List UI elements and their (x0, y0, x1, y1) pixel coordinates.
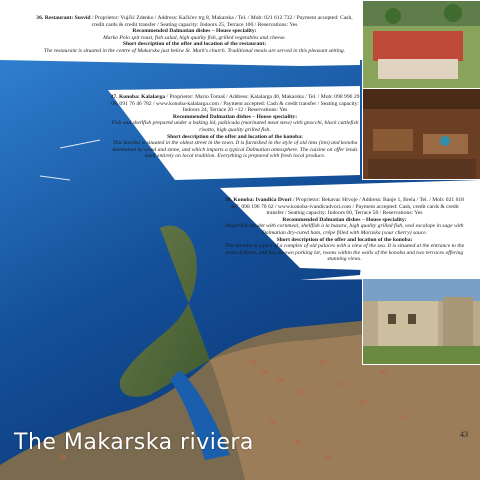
entry-details: / Proprietor: Vujčić Zdenko / Address: Kačićev trg 8, Makarska / Tel. / Mob: 021 612 732 / Payment accepted: Cash, credit cards & credit transfer / Seating capacity: Indoors 25, Terrace 100 / Reservations: Yes (90, 15, 353, 28)
specialty-text: Fish and shellfish prepared under a baking lid, pašticada (marinated meat stew) with gnocchi, black cuttlefish risotto, high quality grilled fish. (111, 120, 359, 133)
restaurant-entry-37 (110, 94, 360, 160)
specialty-text: Marko Polo spit roast, fish salad, high quality fish, grilled vegetables and cheese. (103, 34, 286, 41)
description-label: Short description of the offer and location of the restaurant: (122, 41, 267, 48)
section-title: The Makarska riviera (14, 430, 254, 455)
specialty-label: Recommended Dalmatian dishes – House speciality: (282, 216, 407, 223)
entry-details: / Proprietor: Mario Tomaš / Address: Kalalarga 40, Makarska / Tel. / Mob: 098 990 29 08, 091 76 46 782 / www.konoba-kalalarga.com / Payment accepted: Cash & credit transfer / Seating capacity: Indoors 24, Terrace 20 +12 / Reservations: Yes (111, 94, 360, 114)
description-label: Short description of the offer and location of the konoba: (167, 133, 303, 140)
description-label: Short description of the offer and location of the konoba: (276, 236, 413, 243)
restaurant-terrace-photo (362, 0, 480, 90)
restaurant-entry-38 (222, 197, 467, 263)
konoba-interior-photo (362, 88, 480, 180)
description-text: This konoba is a part of a complex of old palaces with a view of the sea. It is situated at the entrance to the town of Brela, and has its own parking lot, rooms within the walls of the konoba and two terraces offering stunning views. (224, 243, 465, 263)
entry-heading: 36. Restaurant: Susvid (36, 15, 91, 21)
specialty-label: Recommended Dalmatian dishes – House speciality: (132, 28, 257, 35)
description-text: This konoba is situated in the oldest street in the town. It is furnished in the style of old inns (inn) and konoba dominated by wood and stone, and which imparts a typical Dalmatian atmosphere. The cuisine on offer lends itself entirely on local tradition. Everything is prepared with fresh local produce. (112, 140, 358, 160)
description-text: The restaurant is situated in the centre of Makarska just below St. Mark's church. Traditional meals are served in this pleasant setting. (43, 47, 346, 54)
entry-details: / Proprietor: Bekavac Hrvoje / Address: Banje 1, Brela / Tel. / Mob: 021 618 407, 098 196 70 62 / www.konoba-ivandicadvori.com / Payment accepted: Cash, credit cards & credit transfer / Seating capacity: Indoors 60, Terrace 50 / Reservations: Yes (230, 197, 464, 217)
restaurant-entry-36 (32, 15, 357, 55)
entry-heading: 38. Konoba: Ivandića Dvori (225, 197, 292, 203)
page-number: 43 (460, 430, 468, 439)
specialty-label: Recommended Dalmatian dishes – House speciality: (172, 113, 298, 120)
entry-heading: 37. Konoba: Kalalarga (110, 94, 166, 100)
specialty-text: Anglerfish brudet with cornmeal, shellfish à la buzara, high quality grilled fish, veal escalope in sage with Dalmatian dry-cured ham, crêpe filled with Maraska (sour cherry) sauce. (225, 223, 464, 236)
stone-palace-photo (362, 278, 480, 365)
